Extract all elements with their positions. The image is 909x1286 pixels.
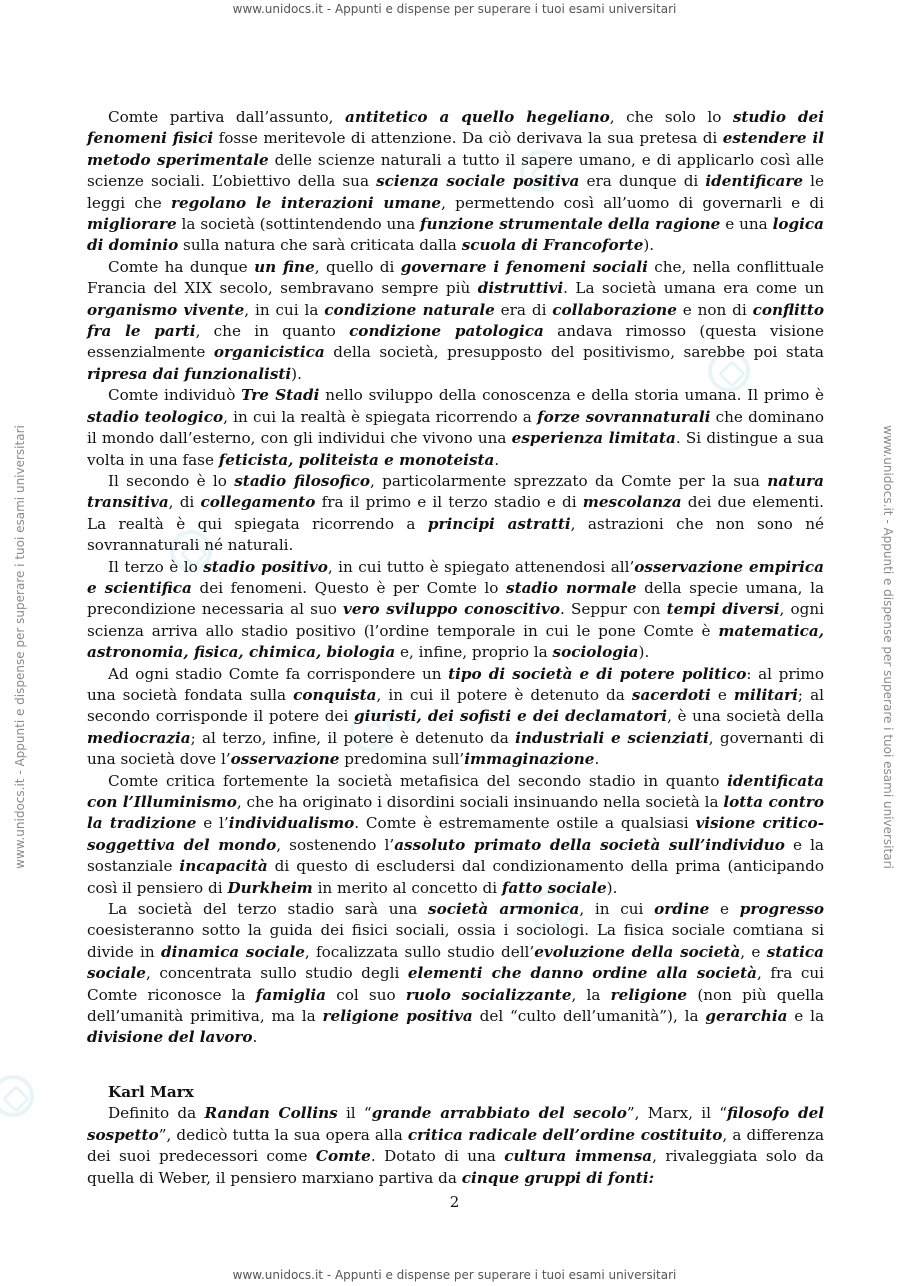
emphasis-text: feticista, politeista e monoteista: [218, 450, 495, 469]
emphasis-text: ruolo socializzante: [405, 985, 572, 1004]
emphasis-text: organismo vivente: [87, 300, 245, 319]
emphasis-text: incapacità: [179, 857, 268, 876]
body-paragraph: Definito da Randan Collins il “grande arrabbiato del secolo”, Marx, il “filosofo del sospetto”, dedicò tutta la sua opera alla critica radicale dell’ordine costituito, a differenza dei suoi predecessori come Comte. Dotato di una cultura immensa, rivaleggiata solo da quella di Weber, il pensiero marxiano partiva da cinque gruppi di fonti:: [87, 1104, 825, 1187]
emphasis-text: individualismo: [228, 814, 355, 833]
emphasis-text: divisione del lavoro: [87, 1028, 253, 1047]
watermark-bottom-text: www.unidocs.it - Appunti e dispense per superare i tuoi esami universitari: [232, 1268, 677, 1282]
emphasis-text: scienza sociale positiva: [376, 172, 580, 191]
emphasis-text: tipo di società e di potere politico: [448, 664, 747, 683]
emphasis-text: un fine: [254, 257, 315, 276]
emphasis-text: ripresa dai funzionalisti: [87, 364, 292, 383]
emphasis-text: conflitto fra le parti: [87, 300, 824, 341]
watermark-left: www.unidocs.it - Appunti e dispense per superare i tuoi esami universitari: [13, 425, 27, 869]
emphasis-text: grande arrabbiato del secolo: [371, 1104, 627, 1123]
emphasis-text: regolano le interazioni umane: [170, 193, 442, 212]
emphasis-text: antitetico a quello hegeliano: [345, 108, 610, 126]
body-paragraph: Comte critica fortemente la società metafisica del secondo stadio in quanto identificata con l’Illuminismo, che ha originato i disordini sociali insinuando nella società la lotta contro la tradizione e l’individualismo. Comte è estremamente ostile a qualsiasi visione critico-soggettiva del mondo, sostenendo l’assoluto primato della società sull’individuo e la sostanziale incapacità di questo di escludersi dal condizionamento della prima (anticipando così il pensiero di Durkheim in merito al concetto di fatto sociale).: [87, 771, 825, 897]
emphasis-text: stadio normale: [506, 578, 637, 597]
emphasis-text: cinque gruppi di fonti:: [461, 1168, 655, 1187]
emphasis-text: studio dei fenomeni fisici: [87, 108, 824, 148]
emphasis-text: progresso: [739, 900, 824, 919]
emphasis-text: collaborazione: [552, 300, 677, 319]
body-paragraph: Il terzo è lo stadio positivo, in cui tutto è spiegato attenendosi all’osservazione empirica e scientifica dei fenomeni. Questo è per Comte lo stadio normale della specie umana, la precondizione necessaria al suo vero sviluppo conoscitivo. Seppur con tempi diversi, ogni scienza arriva allo stadio positivo (l’ordine temporale in cui le pone Comte è matematica, astronomia, fisica, chimica, biologia e, infine, proprio la sociologia).: [87, 557, 825, 662]
emphasis-text: immaginazione: [464, 750, 595, 769]
emphasis-text: critica radicale dell’ordine costituito: [407, 1125, 723, 1144]
emphasis-text: sociologia: [552, 643, 639, 662]
emphasis-text: osservazione: [230, 750, 340, 769]
section-heading: Karl Marx: [108, 1082, 194, 1101]
emphasis-text: stadio positivo: [203, 557, 328, 576]
emphasis-text: osservazione empirica e scientifica: [87, 557, 824, 597]
emphasis-text: fatto sociale: [501, 878, 607, 897]
emphasis-text: ordine: [654, 900, 710, 919]
emphasis-text: vero sviluppo conoscitivo: [343, 600, 561, 619]
emphasis-text: industriali e scienziati: [515, 728, 709, 747]
watermark-bottom: [0, 1268, 909, 1282]
emphasis-text: condizione naturale: [324, 300, 495, 319]
emphasis-text: Randan Collins: [204, 1104, 338, 1123]
watermark-top-text: www.unidocs.it - Appunti e dispense per superare i tuoi esami universitari: [232, 2, 677, 16]
emphasis-text: evoluzione della società: [534, 942, 741, 961]
emphasis-text: gerarchia: [705, 1007, 788, 1026]
emphasis-text: migliorare: [87, 215, 177, 234]
emphasis-text: condizione patologica: [349, 322, 544, 341]
emphasis-text: mescolanza: [582, 493, 682, 512]
emphasis-text: cultura immensa: [504, 1147, 653, 1166]
emphasis-text: lotta contro la tradizione: [87, 793, 825, 833]
emphasis-text: dinamica sociale: [160, 942, 305, 961]
emphasis-text: assoluto primato della società sull’individuo: [394, 835, 785, 854]
emphasis-text: militari: [733, 685, 798, 704]
emphasis-text: Tre Stadi: [241, 386, 320, 405]
emphasis-text: stadio teologico: [87, 407, 224, 426]
body-paragraph: Il secondo è lo stadio filosofico, particolarmente sprezzato da Comte per la sua natura transitiva, di collegamento fra il primo e il terzo stadio e di mescolanza dei due elementi. La realtà è qui spiegata ricorrendo a principi astratti, astrazioni che non sono né sovrannaturali né naturali.: [87, 471, 824, 555]
emphasis-text: organicistica: [213, 343, 325, 362]
emphasis-text: stadio filosofico: [234, 471, 371, 490]
emphasis-text: elementi che danno ordine alla società: [407, 964, 757, 983]
emphasis-text: esperienza limitata: [511, 429, 676, 448]
emphasis-text: sacerdoti: [631, 685, 711, 704]
emphasis-text: famiglia: [255, 985, 326, 1004]
emphasis-text: collegamento: [200, 493, 316, 512]
emphasis-text: natura transitiva: [87, 471, 824, 512]
unidocs-logo-icon: [0, 1075, 34, 1117]
emphasis-text: statica sociale: [87, 942, 824, 983]
emphasis-text: identificata con l’Illuminismo: [87, 771, 824, 811]
emphasis-text: filosofo del sospetto: [87, 1104, 825, 1144]
emphasis-text: mediocrazia: [87, 728, 191, 747]
emphasis-text: scuola di Francoforte: [461, 236, 644, 255]
page-number: 2: [449, 1193, 460, 1211]
emphasis-text: forze sovrannaturali: [537, 407, 711, 426]
body-paragraph: Comte ha dunque un fine, quello di governare i fenomeni sociali che, nella conflittuale Francia del XIX secolo, sembravano sempre più distruttivi. La società umana era come un organismo vivente, in cui la condizione naturale era di collaborazione e non di conflitto fra le parti, che in quanto condizione patologica andava rimosso (questa visione essenzialmente organicistica della società, presupposto del positivismo, sarebbe poi stata ripresa dai funzionalisti).: [87, 257, 825, 383]
emphasis-text: visione critico-soggettiva del mondo: [87, 814, 824, 854]
emphasis-text: governare i fenomeni sociali: [400, 257, 648, 276]
emphasis-text: religione: [610, 985, 688, 1004]
body-paragraph: Ad ogni stadio Comte fa corrispondere un tipo di società e di potere politico: al primo una società fondata sulla conquista, in cui il potere è detenuto da sacerdoti e militari; al secondo corrisponde il potere dei giuristi, dei sofisti e dei declamatori, è una società della mediocrazia; al terzo, infine, il potere è detenuto da industriali e scienziati, governanti di una società dove l’osservazione predomina sull’immaginazione.: [87, 664, 825, 769]
emphasis-text: società armonica: [428, 900, 580, 919]
emphasis-text: Durkheim: [227, 878, 313, 897]
body-paragraph: Comte partiva dall’assunto, antitetico a quello hegeliano, che solo lo studio dei fenomeni fisici fosse meritevole di attenzione. Da ciò derivava la sua pretesa di estendere il metodo sperimentale delle scienze naturali a tutto il sapere umano, e di applicarlo così alle scienze sociali. L’obiettivo della sua scienza sociale positiva era dunque di identificare le leggi che regolano le interazioni umane, permettendo così all’uomo di governarli e di migliorare la società (sottintendendo una funzione strumentale della ragione e una logica di dominio sulla natura che sarà criticata dalla scuola di Francoforte).: [87, 108, 824, 255]
emphasis-text: conquista: [293, 685, 377, 704]
emphasis-text: logica di dominio: [87, 215, 824, 255]
emphasis-text: identificare: [705, 172, 804, 191]
document-body: [87, 107, 824, 1189]
emphasis-text: giuristi, dei sofisti e dei declamatori: [353, 707, 668, 726]
emphasis-text: funzione strumentale della ragione: [420, 215, 721, 234]
emphasis-text: distruttivi: [477, 279, 564, 298]
emphasis-text: Comte: [315, 1147, 371, 1166]
body-paragraph: Comte individuò Tre Stadi nello sviluppo della conoscenza e della storia umana. Il primo è stadio teologico, in cui la realtà è spiegata ricorrendo a forze sovrannaturali che dominano il mondo dall’esterno, con gli individui che vivono una esperienza limitata. Si distingue a sua volta in una fase feticista, politeista e monoteista.: [87, 386, 825, 469]
emphasis-text: matematica, astronomia, fisica, chimica, biologia: [87, 621, 824, 662]
emphasis-text: principi astratti: [427, 514, 571, 533]
emphasis-text: religione positiva: [322, 1007, 473, 1026]
emphasis-text: tempi diversi: [666, 600, 780, 619]
body-paragraph: La società del terzo stadio sarà una società armonica, in cui ordine e progresso coesisteranno sotto la guida dei fisici sociali, ossia i sociologi. La fisica sociale comtiana si divide in dinamica sociale, focalizzata sullo studio dell’evoluzione della società, e statica sociale, concentrata sullo studio degli elementi che danno ordine alla società, fra cui Comte riconosce la famiglia col suo ruolo socializzante, la religione (non più quella dell’umanità primitiva, ma la religione positiva del “culto dell’umanità”), la gerarchia e la divisione del lavoro.: [87, 900, 825, 1047]
emphasis-text: estendere il metodo sperimentale: [87, 129, 824, 169]
watermark-right: www.unidocs.it - Appunti e dispense per superare i tuoi esami universitari: [881, 425, 895, 869]
watermark-top: [0, 2, 909, 16]
